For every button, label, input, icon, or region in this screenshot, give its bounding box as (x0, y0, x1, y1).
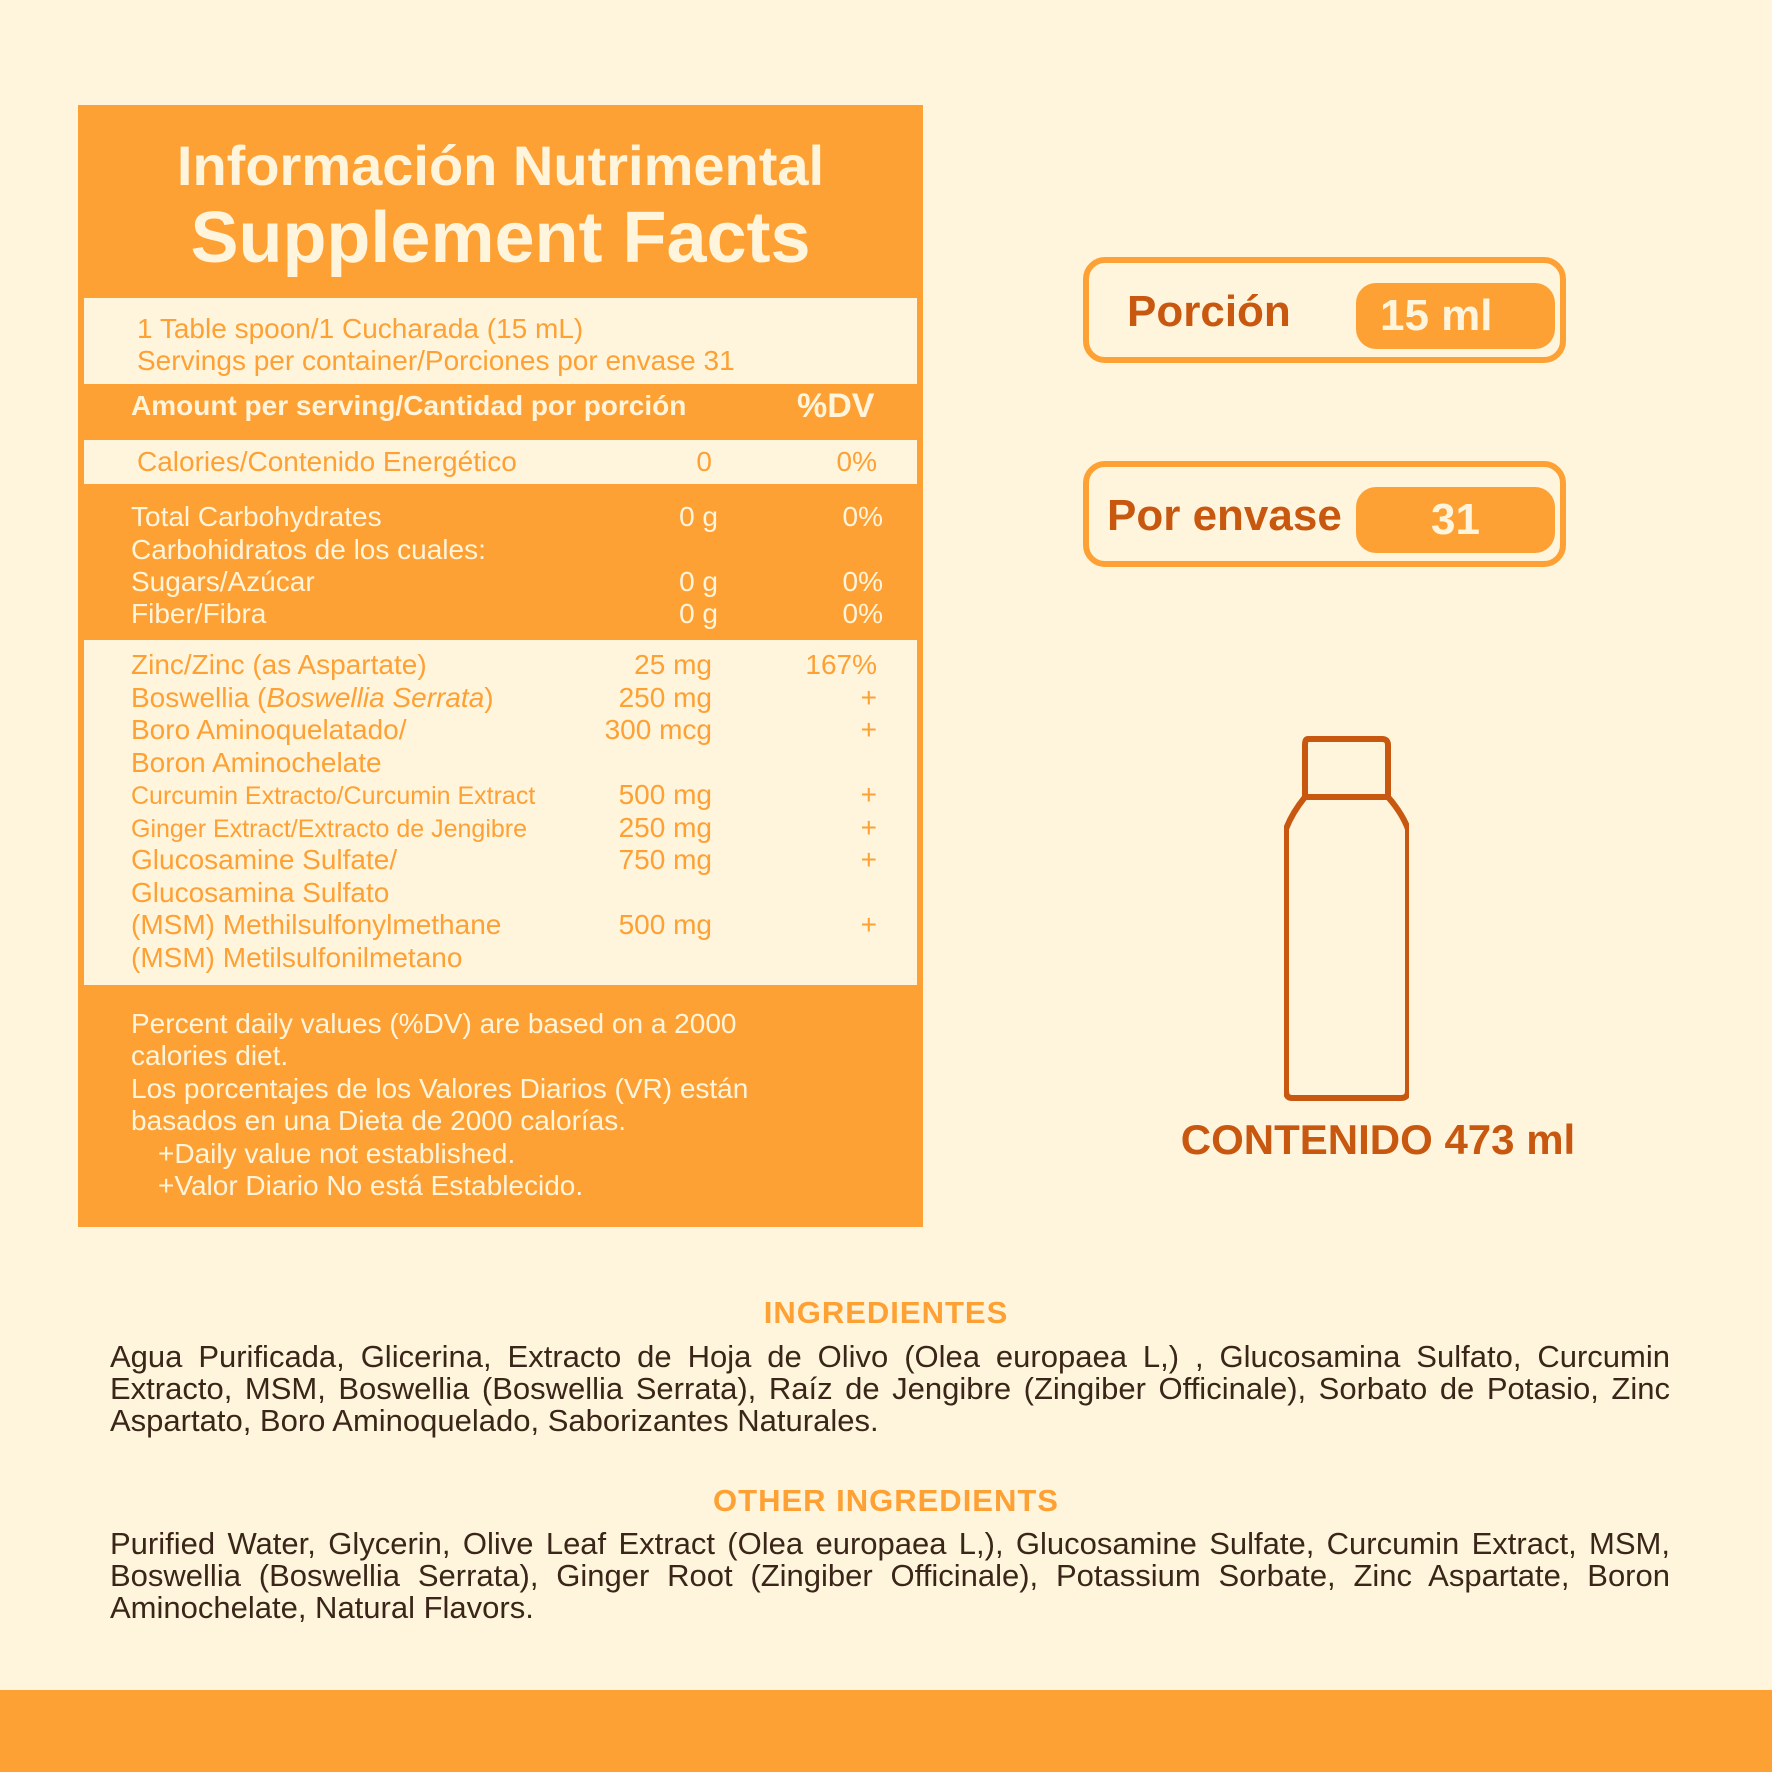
carbs-row-total: Total Carbohydrates 0 g 0% (131, 501, 883, 532)
per-container-value: 31 (1356, 487, 1555, 553)
footnote: Percent daily values (%DV) are based on a 2000 (131, 1008, 737, 1039)
ingredient-row: Ginger Extract/Extracto de Jengibre 250 mg + (131, 812, 877, 843)
portion-label: Porción (1127, 287, 1291, 336)
carbs-row-sugars: Sugars/Azúcar 0 g 0% (131, 566, 883, 597)
ingredient-row: Glucosamine Sulfate/ 750 mg + (131, 844, 877, 875)
supplement-facts-panel (78, 105, 923, 1227)
footnote: basados en una Dieta de 2000 calorías. (131, 1105, 627, 1136)
serving-band (84, 298, 917, 384)
ingredient-row: Boron Aminochelate (131, 747, 382, 778)
portion-value: 15 ml (1356, 283, 1555, 349)
ingredient-row: Curcumin Extracto/Curcumin Extract 500 mg + (131, 779, 877, 810)
ingredientes-title: INGREDIENTES (763, 1295, 1009, 1330)
servings-per-container: Servings per container/Porciones por envase 31 (137, 345, 735, 376)
dv-header: %DV (797, 387, 875, 425)
carbs-row-of-which: Carbohidratos de los cuales: (131, 534, 486, 565)
ingredient-row: Boro Aminoquelatado/ 300 mcg + (131, 714, 877, 745)
per-container-box (1083, 461, 1566, 567)
title-en: Supplement Facts (190, 198, 811, 278)
contents-label: CONTENIDO 473 ml (1180, 1116, 1576, 1163)
ingredient-row: Zinc/Zinc (as Aspartate) 25 mg 167% (131, 649, 877, 680)
other-ingredients-title: OTHER INGREDIENTS (713, 1483, 1059, 1518)
ingredient-row: Glucosamina Sulfato (131, 877, 390, 908)
carbs-row-fiber: Fiber/Fibra 0 g 0% (131, 598, 883, 629)
calories-band (84, 440, 917, 484)
other-ingredients-text: Purified Water, Glycerin, Olive Leaf Extract (Olea europaea L,), Glucosamine Sulfate, Curcumin Extract, MSM, Boswellia (Boswellia Serrata), Ginger Root (Zingiber Officinale), Potassium Sorbate, Zinc Aspartate, Boron Aminochelate, Natural Flavors. (110, 1526, 1670, 1625)
ingredients-band (84, 640, 917, 985)
footnote: +Daily value not established. (158, 1138, 516, 1169)
calories-row: Calories/Contenido Energético 0 0% (137, 446, 877, 477)
ingredient-row: (MSM) Metilsulfonilmetano (131, 942, 463, 973)
footnote: Los porcentajes de los Valores Diarios (VR) están (131, 1073, 749, 1104)
serving-size: 1 Table spoon/1 Cucharada (15 mL) (137, 313, 584, 344)
bottle-icon (1284, 735, 1409, 1105)
ingredientes-text: Agua Purificada, Glicerina, Extracto de Hoja de Olivo (Olea europaea L,) , Glucosamina Sulfato, Curcumin Extracto, MSM, Boswellia (Boswellia Serrata), Raíz de Jengibre (Zingiber Officinale), Sorbato de Potasio, Zinc Aspartato, Boro Aminoquelado, Saborizantes Naturales. (110, 1339, 1670, 1438)
title-es: Información Nutrimental (176, 134, 825, 197)
ingredient-row: Boswellia (Boswellia Serrata) 250 mg + (131, 682, 877, 713)
footnote: calories diet. (131, 1040, 289, 1071)
ingredient-row: (MSM) Methilsulfonylmethane 500 mg + (131, 909, 877, 940)
amount-header: Amount per serving/Cantidad por porción (131, 390, 687, 421)
footnote: +Valor Diario No está Establecido. (158, 1170, 584, 1201)
footer-bar (0, 1690, 1772, 1772)
portion-box (1083, 257, 1566, 363)
per-container-label: Por envase (1107, 491, 1342, 540)
